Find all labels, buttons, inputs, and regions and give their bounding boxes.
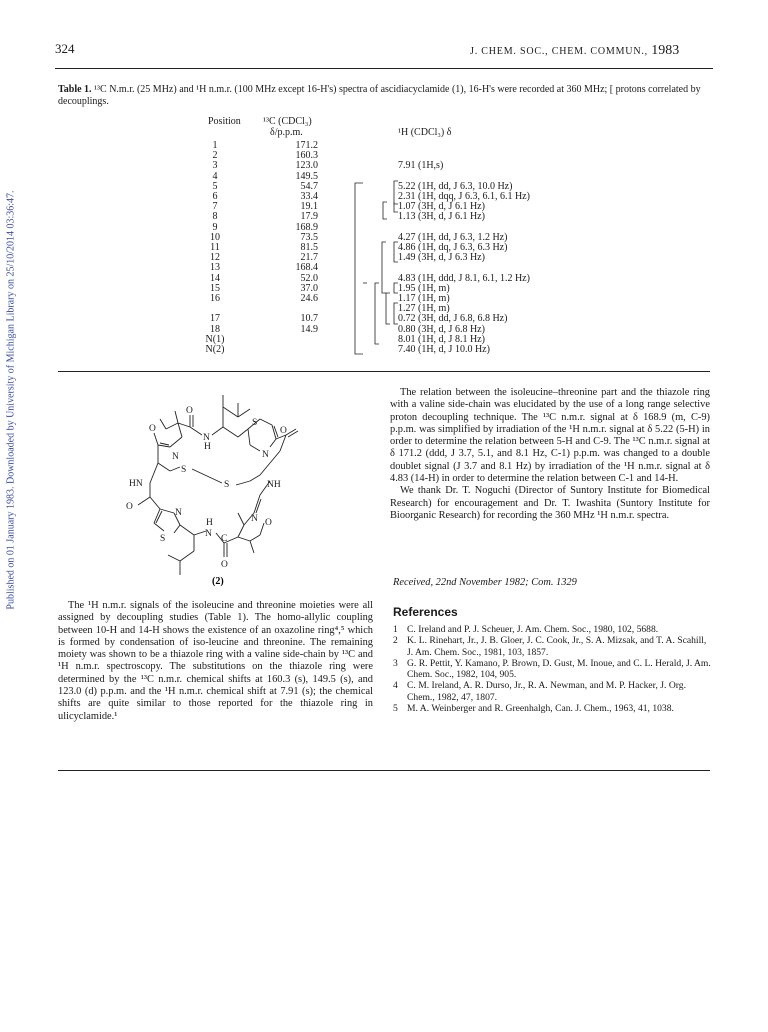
svg-text:H: H bbox=[206, 518, 213, 528]
table-col-positions: 1 2 3 4 5 6 7 8 9 10 11 12 13 14 15 16 17 18 N(1) N(2) bbox=[205, 140, 225, 356]
page-number: 324 bbox=[55, 41, 75, 56]
bracket-5h-n2 bbox=[355, 183, 363, 354]
bracket-14h-n1 bbox=[375, 283, 379, 344]
svg-text:O: O bbox=[265, 518, 272, 528]
reference-item: 5 M. A. Weinberger and R. Greenhalgh, Can. J. Chem., 1963, 41, 1038. bbox=[393, 703, 674, 715]
references-title: References bbox=[393, 605, 458, 619]
svg-text:N: N bbox=[172, 452, 179, 462]
table-caption bbox=[58, 84, 708, 108]
svg-text:NH: NH bbox=[267, 480, 281, 490]
table-head-h1: ¹H (CDCl₃) δ bbox=[398, 127, 452, 138]
svg-text:N: N bbox=[175, 508, 182, 518]
svg-text:S: S bbox=[224, 480, 230, 490]
bracket-7h bbox=[383, 202, 387, 219]
download-notice-text: Published on 01 January 1983. Downloaded by University of Michigan Library on 25/10/2014 03:36:47. bbox=[5, 190, 17, 610]
table-rule bbox=[58, 371, 710, 372]
right-paragraph-1: The relation between the isoleucine–threonine part and the thiazole ring with a valine side-chain was elucidated by the use of a long range selective proton decoupling technique. The ¹³C n.m.r. signal at δ 168.9 (m, C-9) p.p.m. was simplified by irradiation of the ¹H n.m.r. signal at δ 5.22 (5-H) in order to determine the relation between 5-H and C-9. The ¹³C n.m.r. signal at δ 171.2 (ddd, J 3.7, 5.1, and 8.1 Hz, C-1) p.p.m. was changed to a double doublet signal (J 3.7 and 8.1 Hz) by irradiation of the ¹H n.m.r. signal at δ 4.83 (14-H) in order to determine the relation between C-1 and 14-H. bbox=[390, 387, 710, 485]
received-line: Received, 22nd November 1982; Com. 1329 bbox=[393, 577, 577, 588]
bracket-6h-8h bbox=[394, 202, 398, 212]
decoupling-brackets bbox=[350, 178, 400, 360]
svg-text:O: O bbox=[280, 426, 287, 436]
table-col-h1: 7.91 (1H,s) 5.22 (1H, dd, J 6.3, 10.0 Hz) 2.31 (1H, dqq, J 6.3, 6.1, 6.1 Hz) 1.07 (3H, d, J 6.1 Hz) 1.13 (3H, d, J 6.1 Hz) 4.27 (1H, dd, J 6.3, 1.2 Hz) 4.86 (1H, dq, J 6.3, 6.3 Hz) 1.49 (3H, d, J 6.3 Hz) 4.83 (1H, ddd, J 8.1, 6.1, 1.2 Hz) 1.95 (1H, m) 1.17 (1H, m) 1.27 (1H, m) 0.72 (3H, dd, J 6.8, 6.8 Hz) 0.80 (3H, d, J 6.8 Hz) 8.01 (1H, d, J 8.1 Hz) 7.40 (1H, d, J 10.0 Hz) bbox=[398, 160, 530, 356]
table-head-position: Position bbox=[208, 116, 241, 127]
left-column-text bbox=[58, 600, 373, 723]
journal-name: J. CHEM. SOC., CHEM. COMMUN., bbox=[470, 46, 648, 57]
bracket-10h-14h bbox=[382, 242, 386, 293]
svg-text:O: O bbox=[221, 560, 228, 570]
svg-text:H: H bbox=[204, 442, 211, 452]
svg-text:S: S bbox=[252, 418, 258, 428]
left-paragraph: The ¹H n.m.r. signals of the isoleucine and threonine moieties were all assigned by decoupling studies (Table 1). The homo-allylic coupling between 10-H and 14-H shows the existence of an oxazoline ring⁴,⁵ which is formed by condensation of iso-leucine and threonine. The remaining moiety was shown to be a thiazole ring with a valine side-chain by ¹³C and ¹H n.m.r. spectroscopy. The substitutions on the thiazole ring were determined by the ¹³C n.m.r. chemical shifts at 160.3 (s), 149.5 (s), and 123.0 (d) p.p.m. and the ¹H n.m.r. chemical shift at 7.91 (s); the chemical shifts are quite similar to those reported for the thiazole ring in ulicyclamide.¹ bbox=[58, 600, 373, 722]
svg-text:S: S bbox=[160, 534, 166, 544]
references-list bbox=[393, 624, 711, 714]
svg-text:HN: HN bbox=[129, 479, 143, 489]
table-head-c13-line2: δ/p.p.m. bbox=[270, 127, 303, 138]
svg-text:O: O bbox=[186, 406, 193, 416]
bracket-16h bbox=[394, 303, 398, 324]
svg-text:N: N bbox=[205, 529, 212, 539]
table-caption-text: ¹³C N.m.r. (25 MHz) and ¹H n.m.r. (100 MHz except 16-H's) spectra of ascidiacyclamide (1), 16-H's were recorded at 360 MHz; [ protons correlated by decouplings. bbox=[58, 84, 701, 107]
table-label: Table 1. bbox=[58, 84, 92, 95]
svg-text:O: O bbox=[126, 502, 133, 512]
structure-label: (2) bbox=[212, 576, 224, 587]
svg-text:C: C bbox=[221, 534, 228, 544]
table-head-c13 bbox=[263, 116, 312, 138]
reference-item: 3 G. R. Pettit, Y. Kamano, P. Brown, D. Gust, M. Inoue, and C. L. Herald, J. Am. Chem. Soc., 1982, 104, 905. bbox=[393, 657, 711, 681]
right-paragraph-2: We thank Dr. T. Noguchi (Director of Suntory Institute for Biomedical Research) for encouragement and Dr. T. Iwashita (Suntory Institute for Bioorganic Research) for recording the 360 MHz ¹H n.m.r. spectra. bbox=[390, 485, 710, 521]
footer-rule bbox=[58, 770, 710, 771]
svg-text:S: S bbox=[181, 465, 187, 475]
reference-item: 1 C. Ireland and P. J. Scheuer, J. Am. Chem. Soc., 1980, 102, 5688. bbox=[393, 624, 659, 635]
svg-text:N: N bbox=[203, 433, 210, 443]
reference-item: 4 C. M. Ireland, A. R. Durso, Jr., R. A. Newman, and M. P. Hacker, J. Org. Chem., 1982, 47, 1807. bbox=[393, 680, 686, 703]
chemical-structure bbox=[120, 385, 350, 595]
svg-text:N: N bbox=[262, 450, 269, 460]
bracket-16h-17h bbox=[386, 293, 390, 324]
download-notice bbox=[2, 150, 20, 650]
svg-text:O: O bbox=[149, 424, 156, 434]
svg-text:N: N bbox=[251, 514, 258, 524]
table-head-c13-line1: ¹³C (CDCl₃) bbox=[263, 116, 312, 127]
journal-year: 1983 bbox=[651, 43, 680, 58]
right-column-text bbox=[390, 387, 710, 522]
bracket-6h bbox=[394, 181, 398, 204]
bracket-11h bbox=[394, 242, 398, 262]
journal-header bbox=[470, 43, 679, 59]
bracket-15h bbox=[394, 283, 398, 293]
table-col-c13: 171.2 160.3 123.0 149.5 54.7 33.4 19.1 17.9 168.9 73.5 81.5 21.7 168.4 52.0 37.0 24.6 10.7 14.9 bbox=[295, 140, 318, 335]
reference-item: 2 K. L. Rinehart, Jr., J. B. Gloer, J. C. Cook, Jr., S. A. Mizsak, and T. A. Scahill, J. Am. Chem. Soc., 1981, 103, 1857. bbox=[393, 635, 707, 658]
header-rule bbox=[55, 68, 713, 69]
